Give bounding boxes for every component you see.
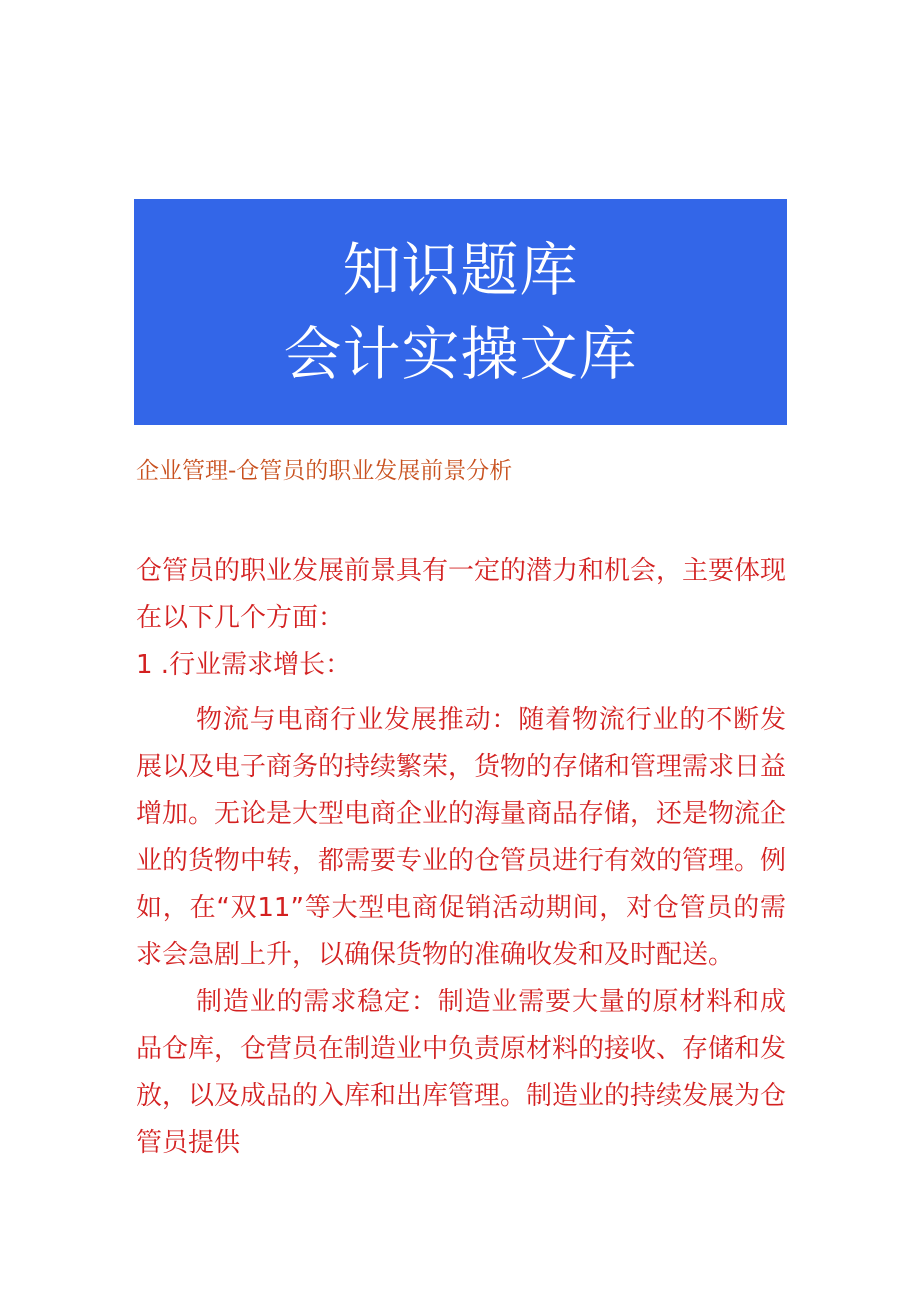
section-heading: 1 .行业需求增长： [136,650,352,680]
document-body [136,548,786,1167]
banner-line-2: 会计实操文库 [283,320,638,388]
body-paragraph: 制造业的需求稳定：制造业需要大量的原材料和成品仓库，仓营员在制造业中负责原材料的接收、存储和发放，以及成品的入库和出库管理。制造业的持续发展为仓管员提供 [136,987,787,1158]
body-paragraph: 物流与电商行业发展推动：随着物流行业的不断发展以及电子商务的持续繁荣，货物的存储和管理需求日益增加。无论是大型电商企业的海量商品存储，还是物流企业的货物中转，都需要专业的仓管员进行有效的管理。例如，在“双11”等大型电商促销活动期间，对仓管员的需求会急剧上升，以确保货物的准确收发和及时配送。 [136,705,787,970]
document-title: 企业管理-仓管员的职业发展前景分析 [136,458,513,484]
banner-line-1: 知识题库 [342,236,579,304]
intro-paragraph: 仓管员的职业发展前景具有一定的潜力和机会，主要体现在以下几个方面： [136,556,787,633]
title-banner [134,199,787,425]
